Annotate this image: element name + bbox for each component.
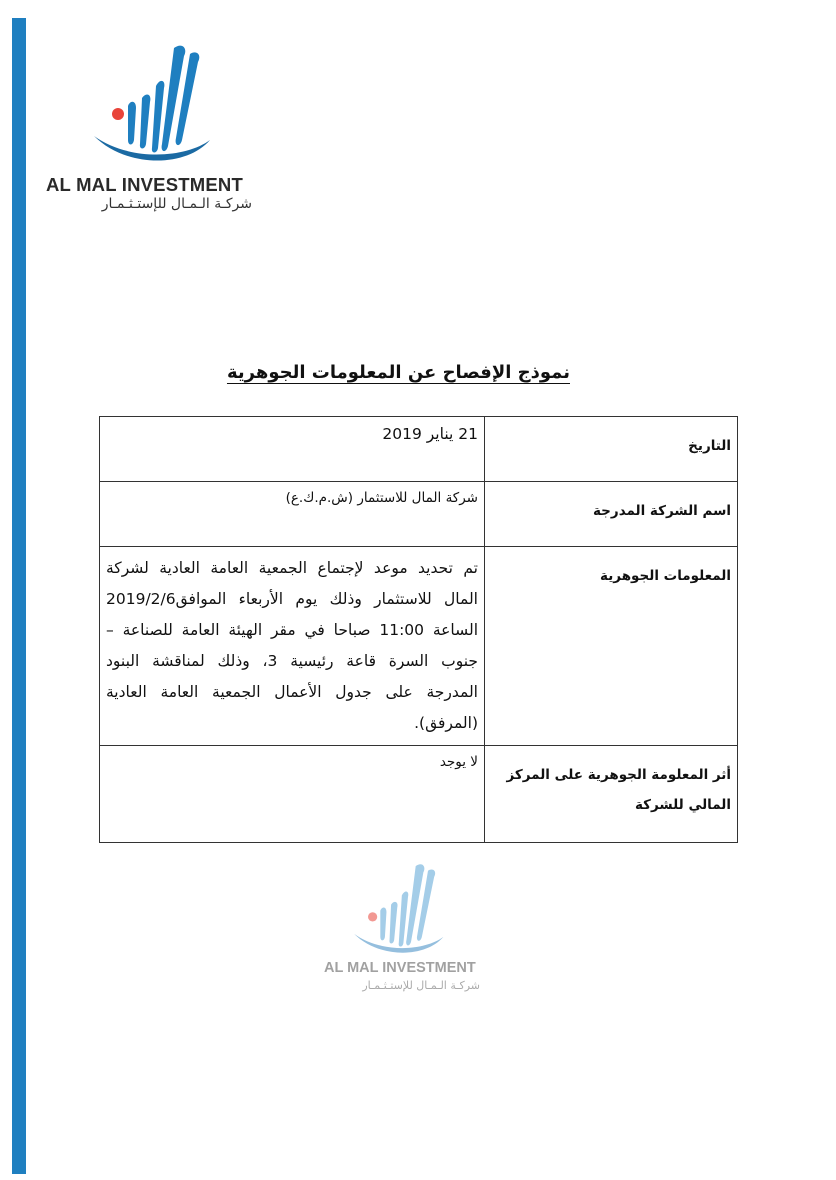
value-cell — [100, 547, 485, 746]
effect-value: لا يوجد — [439, 754, 478, 770]
info-label: المعلومات الجوهرية — [600, 568, 731, 584]
effect-label: أثر المعلومة الجوهرية على المركز المالي للشركة — [506, 767, 731, 813]
company-logo — [46, 40, 256, 220]
info-value: تم تحديد موعد لإجتماع الجمعية العامة العادية لشركة المال للاستثمار وذلك يوم الأربعاء الموافق2019/2/6 الساعة 11:00 صباحا في مقر الهيئة العامة للصناعة – جنوب السرة قاعة رئيسية 3، وذلك لمناقشة البنود المدرجة على جدول الأعمال الجمعية العامة العادية (المرفق). — [106, 559, 479, 732]
table-row — [100, 417, 738, 482]
table-row — [100, 482, 738, 547]
company-value: شركة المال للاستثمار (ش.م.ك.ع) — [285, 490, 478, 506]
value-cell — [100, 417, 485, 482]
brand-name-en: AL MAL INVESTMENT — [46, 174, 243, 195]
left-margin-bar — [12, 18, 26, 1174]
table-row — [100, 746, 738, 843]
date-value: 21 يناير 2019 — [382, 425, 478, 443]
label-cell — [485, 547, 738, 746]
document-title: نموذج الإفصاح عن المعلومات الجوهرية — [226, 362, 570, 383]
company-stamp — [318, 860, 488, 1010]
al-mal-logo-icon — [86, 40, 216, 170]
stamp-name-en: AL MAL INVESTMENT — [324, 960, 476, 976]
company-label: اسم الشركة المدرجة — [593, 503, 731, 519]
value-cell — [100, 482, 485, 547]
disclosure-table — [99, 416, 738, 843]
stamp-name-ar: شركـة الـمـال للإستـثـمـار — [362, 979, 480, 992]
label-cell — [485, 746, 738, 843]
value-cell — [100, 746, 485, 843]
brand-name-ar: شركـة الـمـال للإستـثـمـار — [101, 196, 252, 212]
label-cell — [485, 417, 738, 482]
date-label: التاريخ — [688, 438, 731, 454]
label-cell — [485, 482, 738, 547]
table-row — [100, 547, 738, 746]
al-mal-stamp-logo-icon — [348, 860, 448, 960]
